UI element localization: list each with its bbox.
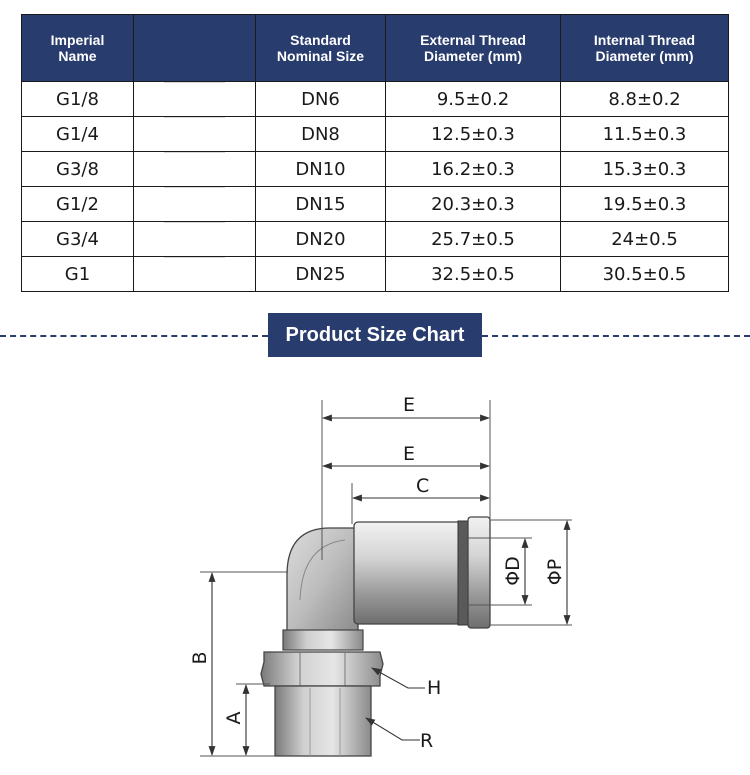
- cell-internal: 19.5±0.3: [561, 187, 729, 222]
- cell-imperial: G1/2: [22, 187, 134, 222]
- header-blank: [134, 15, 256, 82]
- cell-internal: 8.8±0.2: [561, 82, 729, 117]
- header-imperial-name: Imperial Name: [22, 15, 134, 82]
- cell-external: 9.5±0.2: [386, 82, 561, 117]
- section-title: Product Size Chart: [268, 313, 482, 357]
- cell-nominal: DN6: [256, 82, 386, 117]
- cell-blank: [134, 82, 256, 117]
- size-table: [21, 14, 729, 292]
- cell-blank: [134, 222, 256, 257]
- cell-nominal: DN15: [256, 187, 386, 222]
- elbow-fitting-drawing: [0, 380, 750, 775]
- cell-external: 16.2±0.3: [386, 152, 561, 187]
- cell-nominal: DN10: [256, 152, 386, 187]
- cell-external: 32.5±0.5: [386, 257, 561, 292]
- cell-nominal: DN25: [256, 257, 386, 292]
- cell-nominal: DN20: [256, 222, 386, 257]
- cell-internal: 11.5±0.3: [561, 117, 729, 152]
- table-row: [22, 152, 729, 187]
- table-row: [22, 187, 729, 222]
- leader-line-r: [366, 718, 420, 740]
- threaded-stem: [275, 686, 371, 756]
- cell-imperial: G3/8: [22, 152, 134, 187]
- header-internal-thread: Internal Thread Diameter (mm): [561, 15, 729, 82]
- cell-internal: 24±0.5: [561, 222, 729, 257]
- table-row: [22, 82, 729, 117]
- table-row: [22, 257, 729, 292]
- cell-external: 12.5±0.3: [386, 117, 561, 152]
- dashed-divider-right: [482, 335, 750, 337]
- cell-blank: [134, 187, 256, 222]
- cell-blank: [134, 117, 256, 152]
- cell-internal: 30.5±0.5: [561, 257, 729, 292]
- hex-nut: [261, 652, 383, 686]
- label-phi-p: ΦP: [544, 558, 566, 586]
- label-e-outer: E: [403, 394, 416, 416]
- label-phi-d: ΦD: [502, 556, 524, 586]
- cell-blank: [134, 152, 256, 187]
- label-c: C: [416, 475, 430, 497]
- cell-imperial: G1/8: [22, 82, 134, 117]
- label-h: H: [427, 677, 442, 699]
- push-in-sleeve: [354, 522, 462, 624]
- header-nominal-size: Standard Nominal Size: [256, 15, 386, 82]
- cell-external: 25.7±0.5: [386, 222, 561, 257]
- table-row: [22, 117, 729, 152]
- cell-blank: [134, 257, 256, 292]
- sleeve-ring: [458, 521, 468, 625]
- cell-nominal: DN8: [256, 117, 386, 152]
- label-a: A: [223, 711, 245, 725]
- label-b: B: [189, 651, 211, 665]
- header-external-thread: External Thread Diameter (mm): [386, 15, 561, 82]
- lower-collar: [283, 630, 363, 650]
- cell-imperial: G3/4: [22, 222, 134, 257]
- dashed-divider-left: [0, 335, 268, 337]
- label-e-inner: E: [403, 443, 416, 465]
- label-r: R: [420, 730, 434, 752]
- release-collar: [468, 517, 490, 628]
- cell-internal: 15.3±0.3: [561, 152, 729, 187]
- table-row: [22, 222, 729, 257]
- cell-external: 20.3±0.3: [386, 187, 561, 222]
- table-header-row: [22, 15, 729, 82]
- cell-imperial: G1/4: [22, 117, 134, 152]
- cell-imperial: G1: [22, 257, 134, 292]
